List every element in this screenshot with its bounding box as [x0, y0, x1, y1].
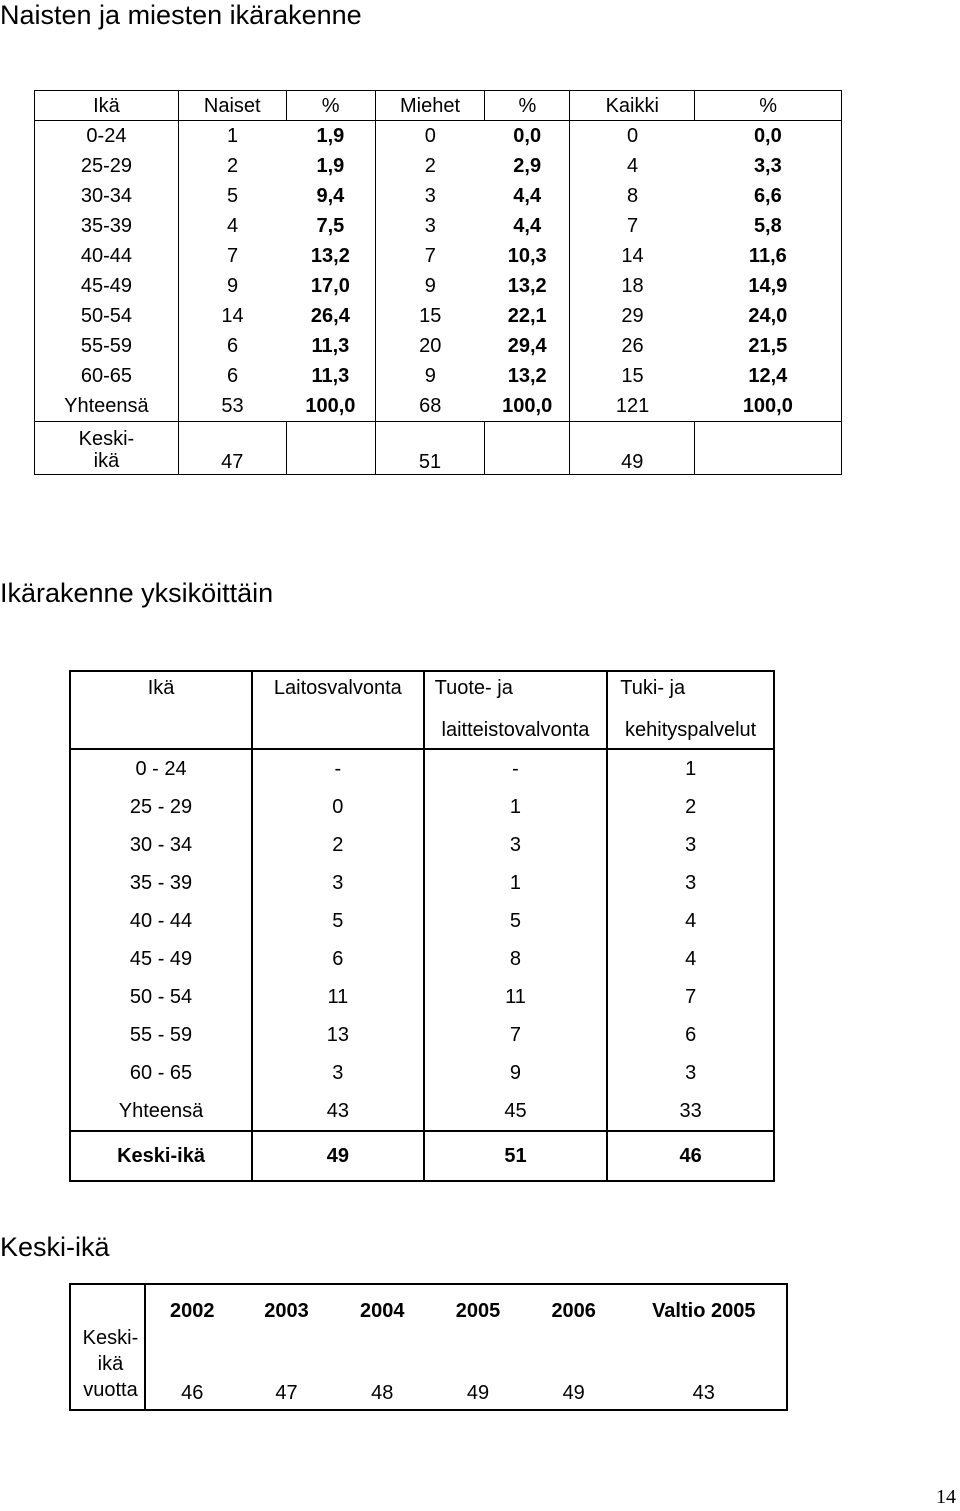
table-row [35, 271, 842, 301]
table-row [70, 864, 774, 902]
value-cell: 8 [424, 940, 608, 978]
heading-age-structure: Naisten ja miesten ikärakenne [0, 0, 362, 30]
count-cell: 7 [375, 241, 485, 271]
age-cell: 35 - 39 [129, 872, 193, 894]
count-cell: 18 [570, 271, 695, 301]
year-cell: Valtio 2005 [652, 1300, 756, 1322]
count-cell: 3 [375, 211, 485, 241]
table-row [70, 788, 774, 826]
count-cell: 4 [178, 211, 286, 241]
percent-cell: 5,8 [753, 215, 782, 237]
table-average-age-by-year [69, 1283, 788, 1411]
value-cell: - [424, 749, 608, 788]
value-cell: 3 [607, 864, 774, 902]
value-cell: - [252, 749, 424, 788]
count-cell: 14 [570, 241, 695, 271]
value-cell: 1 [424, 864, 608, 902]
age-cell: 0 - 24 [135, 758, 187, 780]
value-cell: 46 [181, 1382, 204, 1404]
percent-cell: 100,0 [485, 391, 570, 422]
table-header-row [70, 671, 774, 712]
count-cell: 6 [178, 331, 286, 361]
age-cell: 60-65 [80, 365, 132, 387]
value-cell: 7 [424, 1016, 608, 1054]
count-cell: 14 [178, 301, 286, 331]
value-cell: 6 [252, 940, 424, 978]
count-cell: 7 [570, 211, 695, 241]
table-row [70, 902, 774, 940]
age-cell: 30 - 34 [129, 834, 193, 856]
percent-cell: 26,4 [310, 305, 350, 327]
count-cell: 8 [570, 181, 695, 211]
count-cell: 26 [570, 331, 695, 361]
year-header-row [70, 1284, 787, 1325]
value-cell: 3 [252, 1054, 424, 1092]
age-cell: 45-49 [80, 275, 132, 297]
average-label-line: ikä [93, 450, 120, 472]
average-miehet: 51 [375, 422, 485, 475]
empty-cell [485, 422, 570, 475]
percent-cell: 2,9 [513, 155, 542, 177]
value-cell: 49 [562, 1382, 585, 1404]
value-cell: 2 [252, 826, 424, 864]
percent-cell: 21,5 [748, 335, 788, 357]
value-cell: 47 [275, 1382, 298, 1404]
count-cell: 4 [570, 151, 695, 181]
value-cell: 48 [371, 1382, 394, 1404]
year-cell: 2005 [455, 1300, 501, 1322]
percent-cell: 13,2 [507, 275, 547, 297]
count-cell: 9 [375, 361, 485, 391]
count-cell: 2 [178, 151, 286, 181]
percent-cell: 0,0 [513, 125, 542, 147]
heading-age-structure-by-unit: Ikärakenne yksiköittäin [0, 578, 274, 608]
percent-cell: 13,2 [310, 245, 350, 267]
value-cell: 45 [424, 1092, 608, 1131]
percent-cell: 10,3 [507, 245, 547, 267]
percent-cell: 4,4 [513, 185, 542, 207]
percent-cell: 13,2 [507, 365, 547, 387]
table-header-row [35, 91, 842, 121]
value-cell: 33 [607, 1092, 774, 1131]
table-row [35, 301, 842, 331]
percent-cell: 0,0 [753, 125, 782, 147]
total-row [70, 1092, 774, 1131]
table-age-by-unit [69, 670, 775, 1182]
value-cell: 51 [424, 1131, 608, 1181]
empty-cell [70, 1284, 145, 1325]
header-cell: Ikä [147, 677, 175, 699]
value-cell: 3 [424, 826, 608, 864]
average-kaikki: 49 [570, 422, 695, 475]
header-cell: laitteistovalvonta [424, 712, 608, 749]
count-cell: 0 [570, 121, 695, 152]
empty-cell [286, 422, 375, 475]
percent-cell: 7,5 [316, 215, 345, 237]
count-cell: 121 [570, 391, 695, 422]
value-cell: 3 [607, 826, 774, 864]
header-cell: Tuki- ja [607, 671, 774, 712]
average-age-row [70, 1131, 774, 1181]
table-row [35, 151, 842, 181]
header-cell: % [485, 91, 570, 121]
percent-cell: 1,9 [316, 155, 345, 177]
count-cell: 5 [178, 181, 286, 211]
row-label [70, 1325, 145, 1410]
empty-cell [695, 422, 842, 475]
percent-cell: 12,4 [748, 365, 788, 387]
percent-cell: 1,9 [316, 125, 345, 147]
table-row [70, 1054, 774, 1092]
percent-cell: 6,6 [753, 185, 782, 207]
year-cell: 2002 [170, 1300, 215, 1322]
value-cell: 11 [424, 978, 608, 1016]
age-cell: 60 - 65 [129, 1062, 193, 1084]
percent-cell: 100,0 [286, 391, 375, 422]
count-cell: 3 [375, 181, 485, 211]
total-label: Yhteensä [35, 391, 179, 422]
value-cell: 3 [252, 864, 424, 902]
header-cell: % [286, 91, 375, 121]
age-cell: 55 - 59 [129, 1024, 193, 1046]
header-cell: Ikä [35, 91, 179, 121]
value-cell: 2 [607, 788, 774, 826]
count-cell: 15 [570, 361, 695, 391]
value-cell: 4 [607, 902, 774, 940]
age-cell: 25 - 29 [129, 796, 193, 818]
age-cell: 40-44 [80, 245, 132, 267]
value-cell: 49 [466, 1382, 490, 1404]
count-cell: 6 [178, 361, 286, 391]
value-cell: 1 [607, 749, 774, 788]
average-label-line: Keski- [78, 428, 135, 450]
header-cell: Naiset [178, 91, 286, 121]
age-cell: 30-34 [80, 185, 132, 207]
age-cell: 25-29 [80, 155, 132, 177]
percent-cell: 11,3 [311, 335, 350, 357]
age-cell: 45 - 49 [129, 948, 193, 970]
header-cell [252, 712, 424, 749]
value-cell: 1 [424, 788, 608, 826]
count-cell: 7 [178, 241, 286, 271]
table-row [35, 361, 842, 391]
percent-cell: 11,6 [748, 245, 787, 267]
average-naiset: 47 [178, 422, 286, 475]
value-cell: 11 [252, 978, 424, 1016]
table-row [35, 121, 842, 152]
value-cell: 13 [252, 1016, 424, 1054]
count-cell: 29 [570, 301, 695, 331]
value-cell: 7 [607, 978, 774, 1016]
age-cell: 0-24 [86, 125, 127, 147]
row-label-line: Keski- [82, 1327, 139, 1349]
header-cell: Laitosvalvonta [252, 671, 424, 712]
percent-cell: 4,4 [513, 215, 542, 237]
year-cell: 2006 [551, 1300, 596, 1322]
value-cell: 43 [252, 1092, 424, 1131]
percent-cell: 29,4 [507, 335, 547, 357]
heading-average-age: Keski-ikä [0, 1232, 110, 1262]
count-cell: 2 [375, 151, 485, 181]
age-cell: 35-39 [80, 215, 132, 237]
average-age-row [70, 1325, 787, 1410]
row-label-line: vuotta [83, 1379, 138, 1401]
value-cell: 5 [252, 902, 424, 940]
count-cell: 68 [375, 391, 485, 422]
header-cell: kehityspalvelut [607, 712, 774, 749]
table-row [70, 1016, 774, 1054]
age-cell: 40 - 44 [129, 910, 193, 932]
count-cell: 9 [375, 271, 485, 301]
percent-cell: 17,0 [310, 275, 350, 297]
header-cell: Tuote- ja [424, 671, 608, 712]
age-cell: 50 - 54 [129, 986, 193, 1008]
average-age-label [35, 422, 179, 475]
age-cell: 50-54 [80, 305, 132, 327]
total-label: Yhteensä [70, 1092, 252, 1131]
table-row [70, 940, 774, 978]
table-row [70, 826, 774, 864]
table-row [35, 211, 842, 241]
table-header-row [70, 712, 774, 749]
header-cell: Kaikki [570, 91, 695, 121]
value-cell: 4 [607, 940, 774, 978]
value-cell: 9 [424, 1054, 608, 1092]
percent-cell: 100,0 [695, 391, 842, 422]
count-cell: 15 [375, 301, 485, 331]
header-cell: Miehet [375, 91, 485, 121]
table-row [35, 331, 842, 361]
value-cell: 49 [252, 1131, 424, 1181]
count-cell: 9 [178, 271, 286, 301]
percent-cell: 24,0 [748, 305, 788, 327]
average-age-row [35, 422, 842, 475]
percent-cell: 14,9 [748, 275, 788, 297]
page-number: 14 [936, 1486, 956, 1508]
total-row [35, 391, 842, 422]
value-cell: 46 [607, 1131, 774, 1181]
table-row [35, 241, 842, 271]
value-cell: 5 [424, 902, 608, 940]
header-cell [70, 712, 252, 749]
percent-cell: 11,3 [311, 365, 350, 387]
header-cell: % [695, 91, 842, 121]
value-cell: 0 [252, 788, 424, 826]
year-cell: 2004 [360, 1300, 405, 1322]
table-gender-age-structure [34, 90, 842, 475]
year-cell: 2003 [264, 1300, 309, 1322]
percent-cell: 9,4 [316, 185, 345, 207]
table-row [70, 978, 774, 1016]
row-label-line: ikä [97, 1353, 124, 1375]
count-cell: 0 [375, 121, 485, 152]
table-row [70, 749, 774, 788]
age-cell: 55-59 [80, 335, 132, 357]
value-cell: 6 [607, 1016, 774, 1054]
percent-cell: 3,3 [753, 155, 782, 177]
table-row [35, 181, 842, 211]
count-cell: 53 [178, 391, 286, 422]
value-cell: 3 [607, 1054, 774, 1092]
value-cell: 43 [692, 1382, 715, 1404]
count-cell: 1 [178, 121, 286, 152]
count-cell: 20 [375, 331, 485, 361]
average-age-label: Keski-ikä [117, 1145, 205, 1167]
percent-cell: 22,1 [507, 305, 547, 327]
